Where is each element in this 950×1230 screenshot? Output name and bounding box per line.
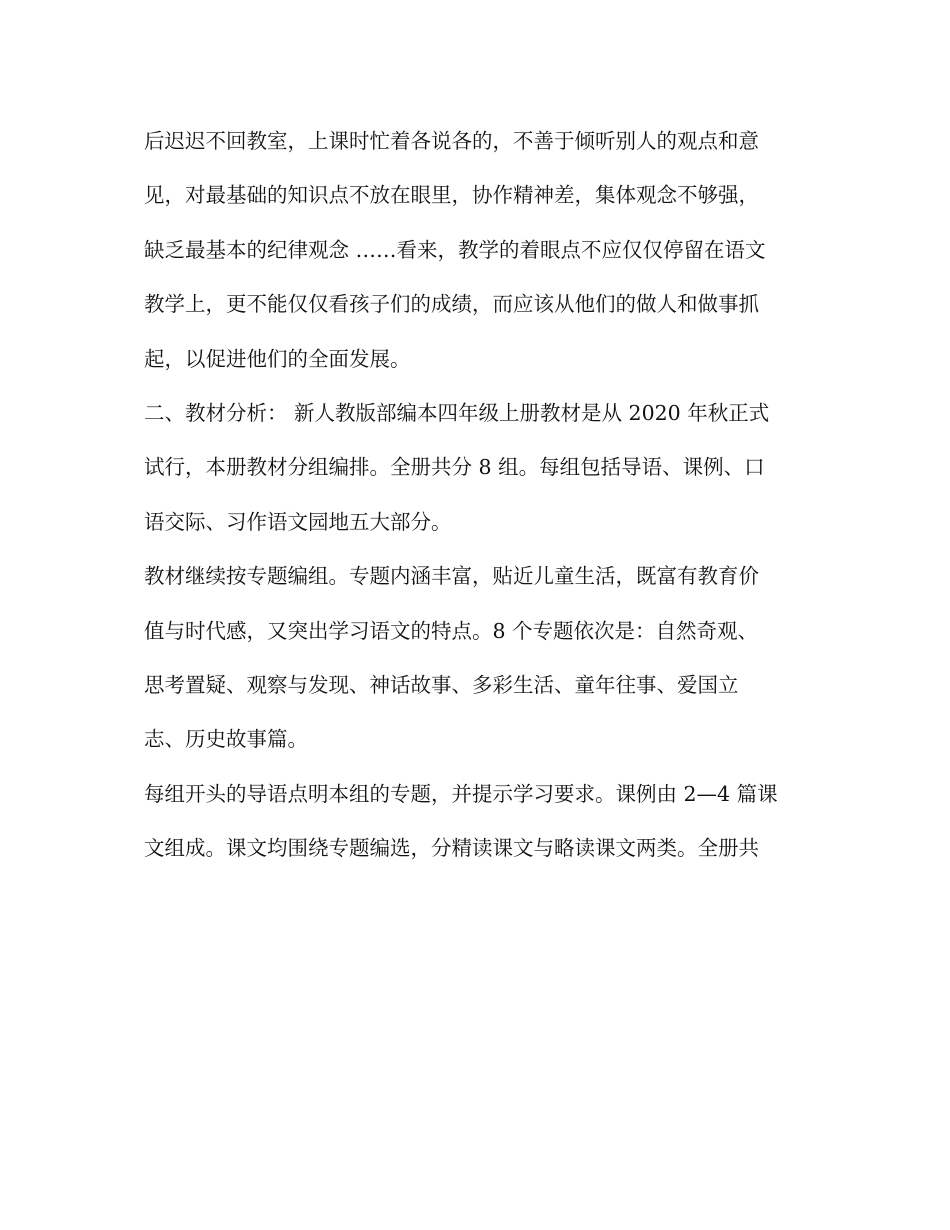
text-line: 见，对最基础的知识点不放在眼里，协作精神差，集体观念不够强，: [144, 183, 759, 208]
text-line: 教学上，更不能仅仅看孩子们的成绩，而应该从他们的做人和做事抓: [144, 292, 759, 317]
text-line: 试行，本册教材分组编排。全册共分 8 组。每组包括导语、课例、口: [144, 455, 765, 480]
text-line: 后迟迟不回教室，上课时忙着各说各的，不善于倾听别人的观点和意: [144, 129, 759, 153]
text-line: 教材继续按专题编组。专题内涵丰富，贴近儿童生活，既富有教育价: [144, 564, 759, 589]
text-line: 缺乏最基本的纪律观念 ……看来，教学的着眼点不应仅仅停留在语文: [144, 237, 766, 262]
text-line: 语交际、习作语文园地五大部分。: [144, 509, 452, 534]
document-body: [144, 121, 809, 882]
text-line: 值与时代感，又突出学习语文的特点。8 个专题依次是：自然奇观、: [144, 618, 759, 643]
text-line: 志、历史故事篇。: [144, 727, 308, 752]
text-line: 思考置疑、观察与发现、神话故事、多彩生活、童年往事、爱国立: [144, 672, 739, 697]
text-line: 文组成。课文均围绕专题编选，分精读课文与略读课文两类。全册共: [144, 836, 759, 861]
text-line: 每组开头的导语点明本组的专题，并提示学习要求。课例由 2—4 篇课: [144, 781, 778, 806]
text-line: 起，以促进他们的全面发展。: [144, 346, 411, 371]
section-heading-line: 二、教材分析： 新人教版部编本四年级上册教材是从 2020 年秋正式: [144, 400, 770, 425]
